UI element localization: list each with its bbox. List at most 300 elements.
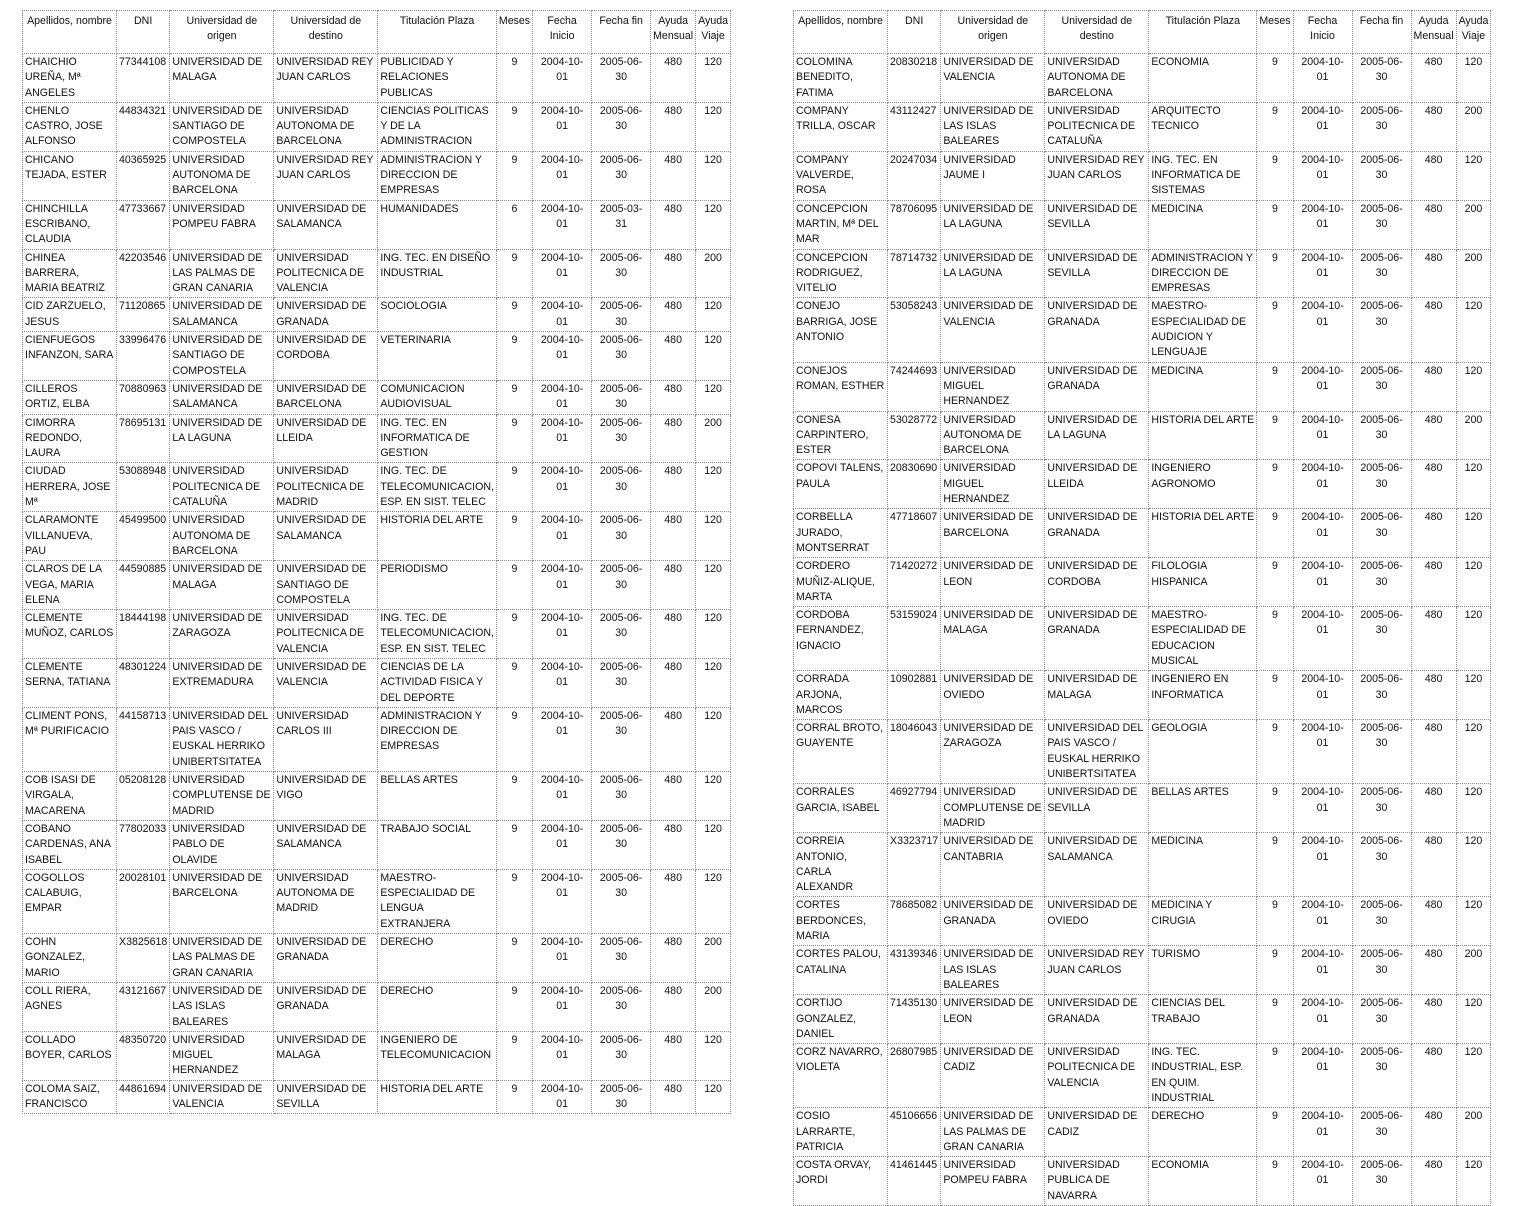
cell-name: CLIMENT PONS, Mª PURIFICACIO — [23, 707, 117, 771]
cell-dni: 44861694 — [117, 1080, 170, 1114]
cell-monthly-aid: 480 — [1411, 1108, 1456, 1157]
table-row — [794, 411, 1491, 460]
cell-destination-university: UNIVERSIDAD DE OVIEDO — [1045, 897, 1149, 946]
cell-name: CLAROS DE LA VEGA, MARIA ELENA — [23, 561, 117, 610]
cell-name: CORDOBA FERNANDEZ, IGNACIO — [794, 607, 888, 671]
cell-degree: DERECHO — [1149, 1108, 1257, 1157]
cell-end-date: 2005-06-30 — [592, 869, 651, 933]
cell-travel-aid: 120 — [696, 1080, 731, 1114]
cell-dni: 42203546 — [117, 249, 170, 298]
header-dni: DNI — [117, 11, 170, 54]
cell-months: 9 — [1257, 1044, 1293, 1108]
cell-origin-university: UNIVERSIDAD DE LAS PALMAS DE GRAN CANARIA — [170, 934, 274, 983]
cell-travel-aid: 120 — [696, 102, 731, 151]
cell-end-date: 2005-06-30 — [592, 772, 651, 821]
cell-months: 9 — [496, 151, 532, 200]
cell-travel-aid: 120 — [1456, 995, 1491, 1044]
cell-months: 9 — [1257, 720, 1293, 784]
cell-origin-university: UNIVERSIDAD DE LEON — [941, 995, 1045, 1044]
cell-monthly-aid: 480 — [651, 982, 696, 1031]
cell-dni: 47733667 — [117, 200, 170, 249]
cell-start-date: 2004-10-01 — [1293, 607, 1352, 671]
cell-degree: HUMANIDADES — [378, 200, 497, 249]
cell-origin-university: UNIVERSIDAD POLITECNICA DE CATALUÑA — [170, 463, 274, 512]
cell-destination-university: UNIVERSIDAD DE GRANADA — [1045, 362, 1149, 411]
cell-destination-university: UNIVERSIDAD POLITECNICA DE VALENCIA — [1045, 1044, 1149, 1108]
cell-months: 9 — [496, 820, 532, 869]
cell-origin-university: UNIVERSIDAD JAUME I — [941, 151, 1045, 200]
cell-destination-university: UNIVERSIDAD DE VIGO — [274, 772, 378, 821]
cell-origin-university: UNIVERSIDAD AUTONOMA DE BARCELONA — [170, 151, 274, 200]
cell-origin-university: UNIVERSIDAD DE LAS ISLAS BALEARES — [941, 946, 1045, 995]
cell-travel-aid: 200 — [696, 249, 731, 298]
cell-dni: 20028101 — [117, 869, 170, 933]
table-row — [23, 54, 731, 103]
cell-months: 9 — [496, 658, 532, 707]
cell-start-date: 2004-10-01 — [1293, 249, 1352, 298]
table-row — [794, 558, 1491, 607]
cell-dni: 33996476 — [117, 332, 170, 381]
cell-dni: 78695131 — [117, 414, 170, 463]
cell-start-date: 2004-10-01 — [1293, 784, 1352, 833]
cell-start-date: 2004-10-01 — [533, 298, 592, 332]
table-row — [794, 362, 1491, 411]
cell-travel-aid: 120 — [1456, 151, 1491, 200]
cell-travel-aid: 120 — [1456, 362, 1491, 411]
cell-months: 9 — [496, 54, 532, 103]
cell-start-date: 2004-10-01 — [533, 200, 592, 249]
cell-dni: 53088948 — [117, 463, 170, 512]
cell-name: CONCEPCION MARTIN, Mª DEL MAR — [794, 200, 888, 249]
table-row — [23, 249, 731, 298]
table-row — [23, 332, 731, 381]
grants-table-right — [793, 10, 1491, 1206]
cell-end-date: 2005-06-30 — [1352, 151, 1411, 200]
cell-origin-university: UNIVERSIDAD DE VALENCIA — [170, 1080, 274, 1114]
table-row — [23, 380, 731, 414]
cell-months: 9 — [496, 298, 532, 332]
cell-destination-university: UNIVERSIDAD DE SEVILLA — [1045, 784, 1149, 833]
cell-name: CILLEROS ORTIZ, ELBA — [23, 380, 117, 414]
cell-destination-university: UNIVERSIDAD DE LA LAGUNA — [1045, 411, 1149, 460]
cell-end-date: 2005-06-30 — [1352, 607, 1411, 671]
cell-origin-university: UNIVERSIDAD DE LAS PALMAS DE GRAN CANARIA — [941, 1108, 1045, 1157]
grants-table-left — [22, 10, 731, 1114]
cell-origin-university: UNIVERSIDAD PABLO DE OLAVIDE — [170, 820, 274, 869]
cell-months: 9 — [1257, 411, 1293, 460]
cell-monthly-aid: 480 — [651, 869, 696, 933]
header-degree: Titulación Plaza — [378, 11, 497, 54]
table-row — [23, 1031, 731, 1080]
cell-degree: PERIODISMO — [378, 561, 497, 610]
cell-travel-aid: 120 — [1456, 720, 1491, 784]
cell-start-date: 2004-10-01 — [533, 934, 592, 983]
cell-monthly-aid: 480 — [1411, 151, 1456, 200]
cell-dni: 53028772 — [888, 411, 941, 460]
cell-destination-university: UNIVERSIDAD DE SEVILLA — [274, 1080, 378, 1114]
cell-end-date: 2005-06-30 — [1352, 249, 1411, 298]
cell-months: 9 — [496, 982, 532, 1031]
cell-degree: CIENCIAS POLITICAS Y DE LA ADMINISTRACION — [378, 102, 497, 151]
cell-degree: COMUNICACION AUDIOVISUAL — [378, 380, 497, 414]
cell-months: 9 — [1257, 298, 1293, 362]
cell-months: 9 — [1257, 558, 1293, 607]
cell-origin-university: UNIVERSIDAD DE LAS ISLAS BALEARES — [170, 982, 274, 1031]
cell-end-date: 2005-06-30 — [592, 54, 651, 103]
table-row — [794, 151, 1491, 200]
cell-destination-university: UNIVERSIDAD AUTONOMA DE MADRID — [274, 869, 378, 933]
cell-dni: 53058243 — [888, 298, 941, 362]
cell-end-date: 2005-06-30 — [1352, 509, 1411, 558]
cell-end-date: 2005-06-30 — [1352, 784, 1411, 833]
cell-end-date: 2005-06-30 — [592, 380, 651, 414]
cell-destination-university: UNIVERSIDAD POLITECNICA DE MADRID — [274, 463, 378, 512]
cell-dni: 43121667 — [117, 982, 170, 1031]
cell-months: 9 — [496, 1080, 532, 1114]
cell-origin-university: UNIVERSIDAD DE ZARAGOZA — [941, 720, 1045, 784]
cell-origin-university: UNIVERSIDAD DE OVIEDO — [941, 671, 1045, 720]
cell-name: CONESA CARPINTERO, ESTER — [794, 411, 888, 460]
table-row — [794, 298, 1491, 362]
cell-origin-university: UNIVERSIDAD DE LAS PALMAS DE GRAN CANARIA — [170, 249, 274, 298]
cell-degree: VETERINARIA — [378, 332, 497, 381]
cell-dni: 77802033 — [117, 820, 170, 869]
cell-destination-university: UNIVERSIDAD DE SALAMANCA — [274, 820, 378, 869]
cell-months: 9 — [496, 414, 532, 463]
table-row — [23, 298, 731, 332]
header-months: Meses — [496, 11, 532, 54]
cell-end-date: 2005-06-30 — [1352, 558, 1411, 607]
cell-degree: ING. TEC. DE TELECOMUNICACION, ESP. EN SIST. TELEC — [378, 610, 497, 659]
cell-end-date: 2005-03-31 — [592, 200, 651, 249]
cell-destination-university: UNIVERSIDAD DE LLEIDA — [1045, 460, 1149, 509]
cell-start-date: 2004-10-01 — [1293, 298, 1352, 362]
cell-degree: MEDICINA — [1149, 200, 1257, 249]
cell-monthly-aid: 480 — [1411, 411, 1456, 460]
cell-degree: INGENIERO AGRONOMO — [1149, 460, 1257, 509]
cell-origin-university: UNIVERSIDAD DE BARCELONA — [170, 869, 274, 933]
cell-destination-university: UNIVERSIDAD DE LLEIDA — [274, 414, 378, 463]
cell-name: COSIO LARRARTE, PATRICIA — [794, 1108, 888, 1157]
table-row — [23, 200, 731, 249]
cell-travel-aid: 120 — [1456, 1044, 1491, 1108]
cell-start-date: 2004-10-01 — [533, 982, 592, 1031]
cell-degree: MEDICINA — [1149, 362, 1257, 411]
cell-dni: 18444198 — [117, 610, 170, 659]
cell-travel-aid: 120 — [1456, 558, 1491, 607]
cell-start-date: 2004-10-01 — [1293, 671, 1352, 720]
cell-travel-aid: 120 — [1456, 298, 1491, 362]
header-monthly-aid: Ayuda Mensual — [1411, 11, 1456, 54]
cell-end-date: 2005-06-30 — [592, 610, 651, 659]
cell-months: 9 — [1257, 54, 1293, 103]
cell-dni: X3825618 — [117, 934, 170, 983]
cell-months: 9 — [1257, 784, 1293, 833]
cell-start-date: 2004-10-01 — [1293, 833, 1352, 897]
cell-travel-aid: 120 — [696, 54, 731, 103]
cell-name: CID ZARZUELO, JESUS — [23, 298, 117, 332]
cell-travel-aid: 120 — [1456, 54, 1491, 103]
table-row — [23, 934, 731, 983]
cell-degree: MEDICINA Y CIRUGIA — [1149, 897, 1257, 946]
cell-months: 9 — [1257, 509, 1293, 558]
header-start-date: Fecha Inicio — [1293, 11, 1352, 54]
cell-monthly-aid: 480 — [651, 151, 696, 200]
header-row — [794, 11, 1491, 54]
cell-months: 9 — [496, 463, 532, 512]
header-travel-aid: Ayuda Viaje — [1456, 11, 1491, 54]
cell-destination-university: UNIVERSIDAD REY JUAN CARLOS — [1045, 151, 1149, 200]
cell-destination-university: UNIVERSIDAD PUBLICA DE NAVARRA — [1045, 1157, 1149, 1206]
cell-travel-aid: 120 — [696, 200, 731, 249]
cell-name: COHN GONZALEZ, MARIO — [23, 934, 117, 983]
cell-travel-aid: 120 — [696, 1031, 731, 1080]
cell-name: COBANO CARDENAS, ANA ISABEL — [23, 820, 117, 869]
cell-origin-university: UNIVERSIDAD DE VALENCIA — [941, 54, 1045, 103]
cell-name: COB ISASI DE VIRGALA, MACARENA — [23, 772, 117, 821]
cell-dni: 20830690 — [888, 460, 941, 509]
cell-origin-university: UNIVERSIDAD DE ZARAGOZA — [170, 610, 274, 659]
cell-travel-aid: 200 — [1456, 200, 1491, 249]
cell-origin-university: UNIVERSIDAD POMPEU FABRA — [941, 1157, 1045, 1206]
cell-name: CIUDAD HERRERA, JOSE Mª — [23, 463, 117, 512]
cell-dni: 26807985 — [888, 1044, 941, 1108]
cell-origin-university: UNIVERSIDAD POMPEU FABRA — [170, 200, 274, 249]
cell-destination-university: UNIVERSIDAD DE GRANADA — [274, 934, 378, 983]
cell-monthly-aid: 480 — [651, 820, 696, 869]
cell-origin-university: UNIVERSIDAD DE SANTIAGO DE COMPOSTELA — [170, 102, 274, 151]
cell-origin-university: UNIVERSIDAD DE MALAGA — [941, 607, 1045, 671]
cell-end-date: 2005-06-30 — [592, 561, 651, 610]
cell-dni: 48350720 — [117, 1031, 170, 1080]
cell-name: COLOMINA BENEDITO, FATIMA — [794, 54, 888, 103]
cell-start-date: 2004-10-01 — [533, 380, 592, 414]
cell-destination-university: UNIVERSIDAD POLITECNICA DE VALENCIA — [274, 249, 378, 298]
cell-months: 9 — [1257, 1157, 1293, 1206]
cell-start-date: 2004-10-01 — [1293, 200, 1352, 249]
cell-start-date: 2004-10-01 — [533, 54, 592, 103]
cell-end-date: 2005-06-30 — [1352, 1157, 1411, 1206]
table-row — [794, 54, 1491, 103]
cell-origin-university: UNIVERSIDAD DE LA LAGUNA — [941, 200, 1045, 249]
table-row — [794, 200, 1491, 249]
cell-destination-university: UNIVERSIDAD DE GRANADA — [274, 298, 378, 332]
cell-start-date: 2004-10-01 — [533, 658, 592, 707]
header-end-date: Fecha fin — [1352, 11, 1411, 54]
cell-degree: DERECHO — [378, 934, 497, 983]
cell-origin-university: UNIVERSIDAD DE CANTABRIA — [941, 833, 1045, 897]
cell-months: 9 — [496, 249, 532, 298]
cell-degree: HISTORIA DEL ARTE — [378, 1080, 497, 1114]
cell-name: COLLADO BOYER, CARLOS — [23, 1031, 117, 1080]
cell-months: 9 — [496, 102, 532, 151]
header-origin-university: Universidad de origen — [170, 11, 274, 54]
cell-dni: 43139346 — [888, 946, 941, 995]
cell-travel-aid: 120 — [696, 658, 731, 707]
cell-degree: BELLAS ARTES — [378, 772, 497, 821]
cell-end-date: 2005-06-30 — [592, 820, 651, 869]
cell-monthly-aid: 480 — [651, 54, 696, 103]
cell-origin-university: UNIVERSIDAD DE MALAGA — [170, 561, 274, 610]
cell-name: CONEJO BARRIGA, JOSE ANTONIO — [794, 298, 888, 362]
header-monthly-aid: Ayuda Mensual — [651, 11, 696, 54]
cell-origin-university: UNIVERSIDAD COMPLUTENSE DE MADRID — [941, 784, 1045, 833]
cell-destination-university: UNIVERSIDAD AUTONOMA DE BARCELONA — [1045, 54, 1149, 103]
cell-origin-university: UNIVERSIDAD DEL PAIS VASCO / EUSKAL HERRIKO UNIBERTSITATEA — [170, 707, 274, 771]
cell-travel-aid: 120 — [696, 463, 731, 512]
cell-dni: 45106656 — [888, 1108, 941, 1157]
cell-months: 9 — [1257, 151, 1293, 200]
cell-months: 9 — [1257, 671, 1293, 720]
cell-name: CORBELLA JURADO, MONTSERRAT — [794, 509, 888, 558]
cell-start-date: 2004-10-01 — [1293, 460, 1352, 509]
cell-origin-university: UNIVERSIDAD DE LEON — [941, 558, 1045, 607]
cell-name: CORTES BERDONCES, MARIA — [794, 897, 888, 946]
cell-end-date: 2005-06-30 — [592, 151, 651, 200]
cell-name: CHICANO TEJADA, ESTER — [23, 151, 117, 200]
cell-start-date: 2004-10-01 — [533, 1031, 592, 1080]
table-row — [23, 707, 731, 771]
cell-destination-university: UNIVERSIDAD DE MALAGA — [274, 1031, 378, 1080]
cell-dni: 44158713 — [117, 707, 170, 771]
cell-dni: 70880963 — [117, 380, 170, 414]
cell-monthly-aid: 480 — [1411, 460, 1456, 509]
cell-monthly-aid: 480 — [651, 658, 696, 707]
header-start-date: Fecha Inicio — [533, 11, 592, 54]
cell-destination-university: UNIVERSIDAD REY JUAN CARLOS — [274, 54, 378, 103]
cell-dni: X3323717 — [888, 833, 941, 897]
cell-end-date: 2005-06-30 — [1352, 720, 1411, 784]
cell-travel-aid: 200 — [1456, 249, 1491, 298]
cell-start-date: 2004-10-01 — [1293, 720, 1352, 784]
cell-origin-university: UNIVERSIDAD DE VALENCIA — [941, 298, 1045, 362]
cell-dni: 46927794 — [888, 784, 941, 833]
cell-end-date: 2005-06-30 — [592, 707, 651, 771]
cell-months: 9 — [496, 332, 532, 381]
cell-months: 9 — [1257, 460, 1293, 509]
table-row — [794, 897, 1491, 946]
cell-monthly-aid: 480 — [1411, 102, 1456, 151]
cell-start-date: 2004-10-01 — [533, 249, 592, 298]
table-row — [23, 102, 731, 151]
cell-travel-aid: 200 — [696, 934, 731, 983]
cell-months: 9 — [496, 934, 532, 983]
cell-months: 9 — [496, 707, 532, 771]
cell-monthly-aid: 480 — [1411, 298, 1456, 362]
cell-start-date: 2004-10-01 — [533, 1080, 592, 1114]
cell-monthly-aid: 480 — [1411, 946, 1456, 995]
cell-name: COMPANY TRILLA, OSCAR — [794, 102, 888, 151]
cell-degree: INGENIERO DE TELECOMUNICACION — [378, 1031, 497, 1080]
cell-monthly-aid: 480 — [651, 512, 696, 561]
cell-monthly-aid: 480 — [1411, 362, 1456, 411]
cell-origin-university: UNIVERSIDAD DE LAS ISLAS BALEARES — [941, 102, 1045, 151]
table-row — [794, 833, 1491, 897]
cell-name: CORTES PALOU, CATALINA — [794, 946, 888, 995]
cell-destination-university: UNIVERSIDAD DE CORDOBA — [274, 332, 378, 381]
cell-dni: 77344108 — [117, 54, 170, 103]
cell-name: CHINCHILLA ESCRIBANO, CLAUDIA — [23, 200, 117, 249]
cell-months: 9 — [496, 512, 532, 561]
cell-end-date: 2005-06-30 — [592, 463, 651, 512]
header-name: Apellidos, nombre — [23, 11, 117, 54]
cell-travel-aid: 120 — [696, 151, 731, 200]
cell-start-date: 2004-10-01 — [1293, 897, 1352, 946]
cell-monthly-aid: 480 — [651, 772, 696, 821]
cell-name: CORRAL BROTO, GUAYENTE — [794, 720, 888, 784]
cell-monthly-aid: 480 — [1411, 1157, 1456, 1206]
cell-dni: 43112427 — [888, 102, 941, 151]
cell-origin-university: UNIVERSIDAD DE CADIZ — [941, 1044, 1045, 1108]
cell-monthly-aid: 480 — [1411, 607, 1456, 671]
cell-origin-university: UNIVERSIDAD DE MALAGA — [170, 54, 274, 103]
cell-months: 6 — [496, 200, 532, 249]
cell-destination-university: UNIVERSIDAD REY JUAN CARLOS — [1045, 946, 1149, 995]
cell-travel-aid: 120 — [696, 512, 731, 561]
cell-travel-aid: 200 — [696, 414, 731, 463]
table-row — [23, 561, 731, 610]
cell-end-date: 2005-06-30 — [1352, 460, 1411, 509]
cell-degree: MEDICINA — [1149, 833, 1257, 897]
cell-name: CORTIJO GONZALEZ, DANIEL — [794, 995, 888, 1044]
cell-monthly-aid: 480 — [1411, 509, 1456, 558]
cell-origin-university: UNIVERSIDAD DE SALAMANCA — [170, 298, 274, 332]
cell-travel-aid: 120 — [1456, 460, 1491, 509]
cell-degree: MAESTRO-ESPECIALIDAD DE AUDICION Y LENGUAJE — [1149, 298, 1257, 362]
cell-destination-university: UNIVERSIDAD AUTONOMA DE BARCELONA — [274, 102, 378, 151]
cell-dni: 74244693 — [888, 362, 941, 411]
cell-destination-university: UNIVERSIDAD DE SEVILLA — [1045, 249, 1149, 298]
cell-degree: INGENIERO EN INFORMATICA — [1149, 671, 1257, 720]
cell-dni: 78706095 — [888, 200, 941, 249]
right-page-table-container — [793, 10, 1491, 1206]
cell-degree: HISTORIA DEL ARTE — [1149, 411, 1257, 460]
cell-origin-university: UNIVERSIDAD DE LA LAGUNA — [941, 249, 1045, 298]
cell-end-date: 2005-06-30 — [592, 298, 651, 332]
cell-start-date: 2004-10-01 — [533, 561, 592, 610]
cell-monthly-aid: 480 — [651, 102, 696, 151]
cell-months: 9 — [496, 380, 532, 414]
cell-destination-university: UNIVERSIDAD DE MALAGA — [1045, 671, 1149, 720]
cell-degree: SOCIOLOGIA — [378, 298, 497, 332]
cell-travel-aid: 120 — [696, 610, 731, 659]
cell-monthly-aid: 480 — [1411, 897, 1456, 946]
cell-degree: TRABAJO SOCIAL — [378, 820, 497, 869]
cell-name: CORRADA ARJONA, MARCOS — [794, 671, 888, 720]
cell-monthly-aid: 480 — [651, 561, 696, 610]
cell-end-date: 2005-06-30 — [592, 249, 651, 298]
cell-months: 9 — [1257, 995, 1293, 1044]
left-table-body — [23, 54, 731, 1114]
cell-dni: 78714732 — [888, 249, 941, 298]
cell-degree: ECONOMIA — [1149, 54, 1257, 103]
cell-monthly-aid: 480 — [651, 249, 696, 298]
table-row — [23, 869, 731, 933]
cell-start-date: 2004-10-01 — [533, 869, 592, 933]
cell-monthly-aid: 480 — [651, 934, 696, 983]
cell-destination-university: UNIVERSIDAD DE CORDOBA — [1045, 558, 1149, 607]
cell-origin-university: UNIVERSIDAD MIGUEL HERNANDEZ — [170, 1031, 274, 1080]
cell-name: CHAICHIO UREÑA, Mª ANGELES — [23, 54, 117, 103]
cell-monthly-aid: 480 — [651, 200, 696, 249]
cell-travel-aid: 120 — [696, 772, 731, 821]
cell-dni: 40365925 — [117, 151, 170, 200]
cell-destination-university: UNIVERSIDAD DE GRANADA — [1045, 298, 1149, 362]
table-row — [794, 784, 1491, 833]
cell-degree: ADMINISTRACION Y DIRECCION DE EMPRESAS — [378, 707, 497, 771]
cell-monthly-aid: 480 — [651, 610, 696, 659]
cell-start-date: 2004-10-01 — [533, 332, 592, 381]
